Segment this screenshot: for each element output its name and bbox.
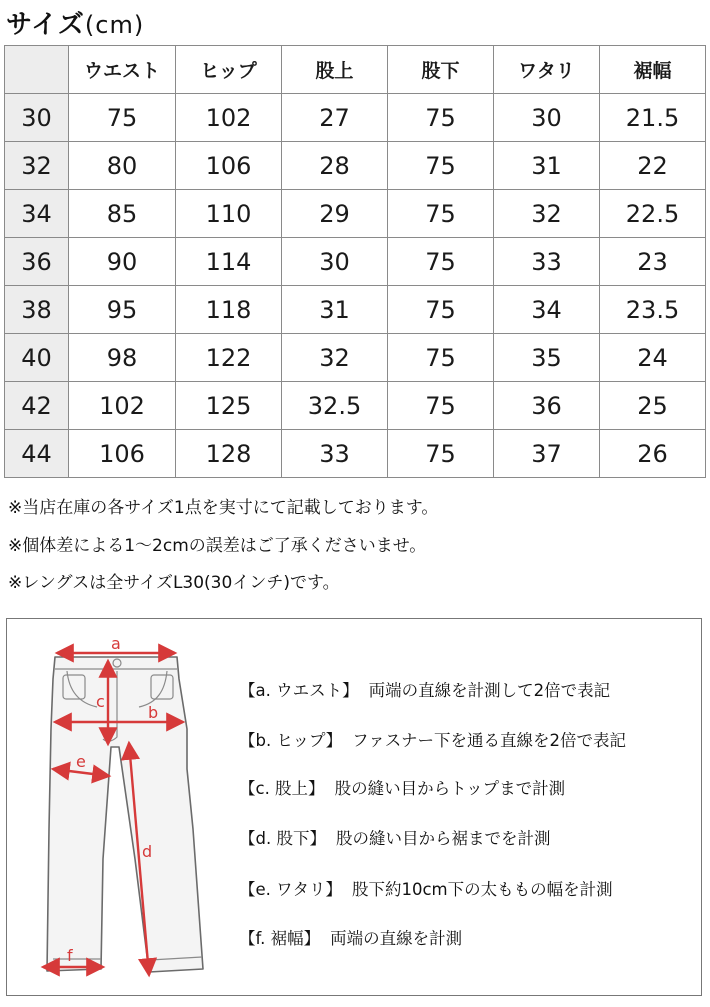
- size-label: 32: [5, 142, 69, 190]
- cell-hem: 23.5: [600, 286, 706, 334]
- cell-hip: 114: [176, 238, 282, 286]
- table-row: [5, 286, 706, 334]
- label-b: b: [148, 703, 159, 722]
- cell-inseam: 75: [388, 94, 494, 142]
- legend-text: 股の縫い目からトップまで計測: [334, 779, 566, 798]
- legend-text: 股下約10cm下の太ももの幅を計測: [351, 880, 613, 899]
- cell-rise: 30: [282, 238, 388, 286]
- measurement-guide: [6, 618, 702, 996]
- table-row: [5, 382, 706, 430]
- legend-item-rise: [239, 775, 565, 799]
- table-header-row: [5, 46, 706, 94]
- cell-inseam: 75: [388, 142, 494, 190]
- cell-waist: 106: [69, 430, 176, 478]
- cell-thigh: 31: [494, 142, 600, 190]
- cell-hip: 122: [176, 334, 282, 382]
- cell-waist: 98: [69, 334, 176, 382]
- legend-item-waist: [239, 677, 610, 701]
- cell-thigh: 32: [494, 190, 600, 238]
- legend-text: 両端の直線を計測して2倍で表記: [368, 681, 611, 700]
- size-label: 40: [5, 334, 69, 382]
- cell-inseam: 75: [388, 190, 494, 238]
- note-tolerance: ※個体差による1〜2cmの誤差はご了承くださいませ。: [8, 535, 427, 556]
- cell-waist: 80: [69, 142, 176, 190]
- size-table: [4, 45, 706, 478]
- cell-hem: 23: [600, 238, 706, 286]
- table-row: [5, 142, 706, 190]
- legend-text: 股の縫い目から裾までを計測: [335, 829, 551, 848]
- header-inseam: 股下: [388, 46, 494, 94]
- legend-key: 【e. ワタリ】: [239, 880, 342, 899]
- legend-item-inseam: [239, 825, 550, 849]
- cell-hem: 21.5: [600, 94, 706, 142]
- header-rise: 股上: [282, 46, 388, 94]
- legend-key: 【f. 裾幅】: [239, 929, 321, 948]
- legend-text: ファスナー下を通る直線を2倍で表記: [352, 731, 626, 750]
- cell-waist: 102: [69, 382, 176, 430]
- cell-waist: 95: [69, 286, 176, 334]
- cell-rise: 31: [282, 286, 388, 334]
- label-e: e: [76, 752, 86, 771]
- cell-hem: 24: [600, 334, 706, 382]
- size-label: 42: [5, 382, 69, 430]
- cell-rise: 27: [282, 94, 388, 142]
- note-length: ※レングスは全サイズL30(30インチ)です。: [8, 573, 340, 593]
- cell-waist: 75: [69, 94, 176, 142]
- cell-hip: 125: [176, 382, 282, 430]
- size-label: 38: [5, 286, 69, 334]
- cell-hip: 106: [176, 142, 282, 190]
- label-a: a: [111, 634, 121, 653]
- label-f: f: [67, 946, 73, 965]
- header-thigh: ワタリ: [494, 46, 600, 94]
- cell-thigh: 37: [494, 430, 600, 478]
- note-stock: ※当店在庫の各サイズ1点を実寸にて記載しております。: [8, 498, 439, 518]
- table-row: [5, 238, 706, 286]
- legend-item-hem: [239, 925, 462, 949]
- header-hip: ヒップ: [176, 46, 282, 94]
- title-main: サイズ: [6, 10, 85, 40]
- title-unit: (cm): [84, 11, 145, 39]
- cell-thigh: 33: [494, 238, 600, 286]
- legend-key: 【a. ウエスト】: [239, 681, 359, 700]
- cell-hem: 25: [600, 382, 706, 430]
- cell-inseam: 75: [388, 238, 494, 286]
- cell-waist: 85: [69, 190, 176, 238]
- header-waist: ウエスト: [69, 46, 176, 94]
- cell-inseam: 75: [388, 286, 494, 334]
- cell-hip: 128: [176, 430, 282, 478]
- cell-thigh: 35: [494, 334, 600, 382]
- cell-hem: 22: [600, 142, 706, 190]
- label-c: c: [96, 692, 105, 711]
- legend-text: 両端の直線を計測: [330, 929, 463, 948]
- cell-rise: 28: [282, 142, 388, 190]
- table-row: [5, 334, 706, 382]
- label-d: d: [142, 842, 153, 861]
- size-label: 44: [5, 430, 69, 478]
- cell-thigh: 34: [494, 286, 600, 334]
- table-row: [5, 190, 706, 238]
- table-row: [5, 430, 706, 478]
- size-label: 30: [5, 94, 69, 142]
- header-cell-empty: [5, 46, 69, 94]
- legend-key: 【b. ヒップ】: [239, 731, 343, 750]
- legend-key: 【d. 股下】: [239, 829, 326, 848]
- table-row: [5, 94, 706, 142]
- cell-thigh: 36: [494, 382, 600, 430]
- cell-rise: 32.5: [282, 382, 388, 430]
- cell-rise: 32: [282, 334, 388, 382]
- cell-hem: 22.5: [600, 190, 706, 238]
- cell-hem: 26: [600, 430, 706, 478]
- cell-rise: 29: [282, 190, 388, 238]
- cell-hip: 102: [176, 94, 282, 142]
- cell-waist: 90: [69, 238, 176, 286]
- cell-hip: 110: [176, 190, 282, 238]
- cell-hip: 118: [176, 286, 282, 334]
- cell-rise: 33: [282, 430, 388, 478]
- cell-thigh: 30: [494, 94, 600, 142]
- legend-item-hip: [239, 727, 626, 751]
- legend-key: 【c. 股上】: [239, 779, 325, 798]
- cell-inseam: 75: [388, 430, 494, 478]
- page-title: [6, 4, 144, 41]
- header-hem: 裾幅: [600, 46, 706, 94]
- cell-inseam: 75: [388, 334, 494, 382]
- notes: [8, 490, 438, 603]
- legend-item-thigh: [239, 876, 613, 900]
- cell-inseam: 75: [388, 382, 494, 430]
- size-label: 34: [5, 190, 69, 238]
- size-label: 36: [5, 238, 69, 286]
